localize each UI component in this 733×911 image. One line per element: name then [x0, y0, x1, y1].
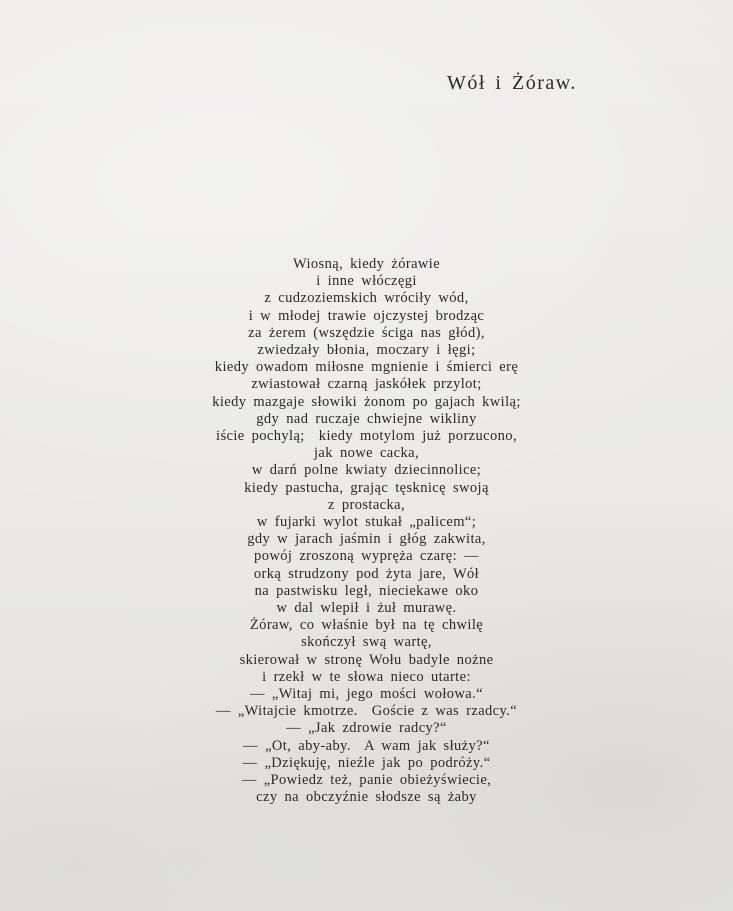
poem-line: skierował w stronę Wołu badyle nożne	[239, 651, 494, 668]
poem-line: kiedy mazgaje słowiki żonom po gajach kwilą;	[212, 393, 521, 410]
poem-line: zwiedzały błonia, moczary i łęgi;	[257, 342, 476, 359]
poem-line: Wiosną, kiedy żórawie	[292, 256, 441, 272]
poem-line: — „Powiedz też, panie obieżyświecie,	[241, 772, 492, 789]
poem-line: gdy nad ruczaje chwiejne wikliny	[256, 410, 477, 427]
poem-line: skończył swą wartę,	[301, 634, 432, 651]
poem-line: — „Ot, aby-aby. A wam jak służy?“	[243, 737, 490, 754]
poem-title: Wół i Żóraw.	[447, 72, 577, 94]
poem-line: iście pochylą; kiedy motylom już porzucono,	[216, 428, 517, 445]
poem-line: — „Jak zdrowie radcy?“	[286, 720, 447, 737]
poem-line: kiedy pastucha, grając tęsknicę swoją	[244, 479, 489, 496]
poem-line: jak nowe cacka,	[314, 445, 419, 462]
poem-line: kiedy owadom miłosne mgnienie i śmierci erę	[214, 359, 519, 376]
poem-line: z cudzoziemskich wróciły wód,	[264, 290, 469, 307]
poem-line: z prostacka,	[327, 496, 406, 513]
poem-line: gdy w jarach jaśmin i głóg zakwita,	[247, 531, 486, 548]
poem-line: za żerem (wszędzie ściga nas głód),	[248, 324, 485, 341]
poem-line: i inne włóczęgi	[316, 273, 417, 290]
poem-line: i w młodej trawie ojczystej brodząc	[248, 307, 485, 324]
poem-line: zwiastował czarną jaskółek przylot;	[251, 376, 482, 393]
poem-line: — „Witaj mi, jego mości wołowa.“	[250, 686, 483, 703]
poem-line: Żóraw, co właśnie był na tę chwilę	[249, 617, 484, 634]
poem-line: na pastwisku legł, nieciekawe oko	[254, 582, 479, 599]
poem-body	[0, 256, 733, 807]
poem-line: czy na obczyźnie słodsze są żaby	[256, 789, 477, 806]
poem-line: — „Dziękuję, nieźle jak po podróży.“	[242, 754, 491, 771]
poem-line: orką strudzony pod żyta jare, Wół	[253, 565, 480, 582]
poem-line: — „Witajcie kmotrze. Goście z was rzadcy.“	[215, 703, 518, 720]
poem-line: w dal wlepił i żuł murawę.	[276, 600, 457, 617]
poem-line: w darń polne kwiaty dziecinnolice;	[251, 462, 482, 479]
poem-line: i rzekł w te słowa nieco utarte:	[262, 668, 471, 685]
poem-line: w fujarki wylot stukał „palicem“;	[256, 514, 477, 531]
poem-line: powój zroszoną wypręża czarę: —	[254, 548, 479, 565]
